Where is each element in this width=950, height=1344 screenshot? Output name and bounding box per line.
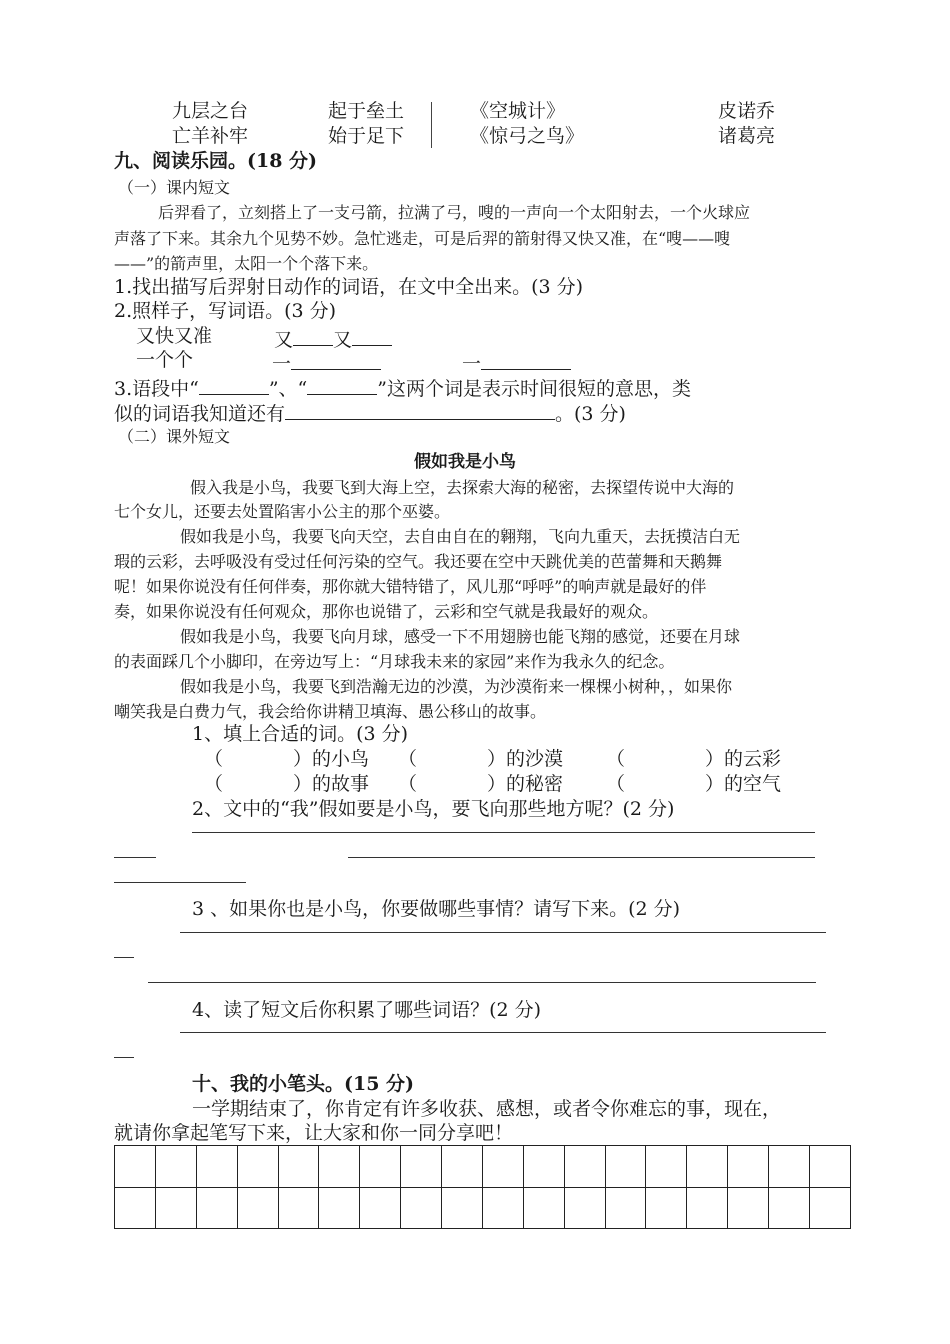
fill-item[interactable]: （ ）的空气 <box>606 773 782 795</box>
q2-yi: 一 <box>272 352 292 375</box>
part2-line: 奏，如果你说没有任何观众，那你也说错了，云彩和空气就是我最好的观众。 <box>114 602 659 621</box>
q2-example-1: 又快又准 <box>136 325 213 347</box>
q2-you-1: 又 <box>274 328 294 351</box>
grid-cell[interactable] <box>115 1187 156 1229</box>
part2-line: 的表面踩几个小脚印，在旁边写上：“月球我未来的家园”来作为我永久的纪念。 <box>114 652 675 671</box>
q3-text: 。(3 分) <box>555 402 626 425</box>
part2-line: 假如我是小鸟，我要飞向天空，去自由自在的翱翔，飞向九重天，去抚摸洁白无 <box>180 527 741 546</box>
grid-cell[interactable] <box>728 1146 769 1188</box>
q2-blank[interactable] <box>291 348 381 370</box>
grid-cell[interactable] <box>482 1187 523 1229</box>
grid-cell[interactable] <box>646 1187 687 1229</box>
fill-item[interactable]: （ ）的秘密 <box>398 773 564 795</box>
q2-yi: 一 <box>462 352 482 375</box>
part2-line: 七个女儿，还要去处置陷害小公主的那个巫婆。 <box>114 502 451 521</box>
part2-line: 假如我是小鸟，我要飞向月球，感受一下不用翅膀也能飞翔的感觉，还要在月球 <box>180 627 741 646</box>
grid-cell[interactable] <box>115 1146 156 1188</box>
answer-line[interactable] <box>180 1032 826 1033</box>
match-r1-a: 九层之台 <box>172 100 249 122</box>
grid-cell[interactable] <box>564 1187 605 1229</box>
grid-cell[interactable] <box>769 1187 810 1229</box>
grid-cell[interactable] <box>237 1187 278 1229</box>
part1-q1: 1.找出描写后羿射日动作的词语，在文中全出来。(3 分) <box>114 276 584 298</box>
q3-blank[interactable] <box>285 398 555 420</box>
grid-cell[interactable] <box>401 1187 442 1229</box>
q2-blank-row2a <box>272 348 381 376</box>
section10-prompt-line: 就请你拿起笔写下来，让大家和你一同分享吧！ <box>114 1122 514 1144</box>
grid-cell[interactable] <box>809 1146 850 1188</box>
answer-line[interactable] <box>348 857 815 858</box>
answer-line[interactable] <box>114 857 156 858</box>
part2-title: 假如我是小鸟 <box>414 452 516 472</box>
part2-line: 假入我是小鸟，我要飞到大海上空，去探索大海的秘密，去探望传说中大海的 <box>190 478 735 497</box>
q2-example-2: 一个个 <box>136 349 194 371</box>
part2-q2: 2、文中的“我”假如要是小鸟，要飞向那些地方呢？(2 分) <box>192 798 675 820</box>
part2-line: 嘲笑我是白费力气，我会给你讲精卫填海、愚公移山的故事。 <box>114 702 547 721</box>
part1-q3-line2 <box>114 398 626 426</box>
q2-blank[interactable] <box>481 348 571 370</box>
grid-cell[interactable] <box>155 1187 196 1229</box>
q2-blank[interactable] <box>293 324 333 346</box>
q3-text: 3.语段中“ <box>114 377 199 400</box>
grid-cell[interactable] <box>442 1187 483 1229</box>
fill-item[interactable]: （ ）的沙漠 <box>398 748 564 770</box>
grid-cell[interactable] <box>687 1187 728 1229</box>
q3-blank[interactable] <box>307 373 377 395</box>
grid-row <box>115 1146 851 1188</box>
section10-title: 十、我的小笔头。(15 分) <box>192 1073 415 1095</box>
grid-cell[interactable] <box>482 1146 523 1188</box>
answer-line[interactable] <box>148 982 816 983</box>
part2-q3: 3 、如果你也是小鸟，你要做哪些事情？请写下来。(2 分) <box>192 898 681 920</box>
match-divider <box>431 102 432 148</box>
grid-cell[interactable] <box>564 1146 605 1188</box>
grid-cell[interactable] <box>237 1146 278 1188</box>
grid-cell[interactable] <box>196 1146 237 1188</box>
grid-cell[interactable] <box>523 1187 564 1229</box>
grid-cell[interactable] <box>196 1187 237 1229</box>
q3-text: 似的词语我知道还有 <box>114 402 286 425</box>
match-r2-a: 亡羊补牢 <box>172 125 249 147</box>
q3-text: ”这两个词是表示时间很短的意思，类 <box>377 377 691 400</box>
grid-cell[interactable] <box>769 1146 810 1188</box>
part2-q1: 1、填上合适的词。(3 分) <box>192 723 409 745</box>
grid-cell[interactable] <box>278 1187 319 1229</box>
answer-line[interactable] <box>114 882 246 883</box>
grid-cell[interactable] <box>360 1146 401 1188</box>
grid-cell[interactable] <box>646 1146 687 1188</box>
part2-q4: 4、读了短文后你积累了哪些词语？(2 分) <box>192 999 542 1021</box>
section9-title: 九、阅读乐园。(18 分) <box>114 150 318 172</box>
match-r2-c: 《惊弓之鸟》 <box>470 125 585 147</box>
q2-blank-row2b <box>462 348 571 376</box>
part1-line: ——”的箭声里，太阳一个个落下来。 <box>114 254 379 273</box>
grid-cell[interactable] <box>278 1146 319 1188</box>
part2-heading: （二）课外短文 <box>118 427 231 446</box>
match-r1-c: 《空城计》 <box>470 100 566 122</box>
q2-blank[interactable] <box>352 324 392 346</box>
grid-cell[interactable] <box>360 1187 401 1229</box>
part1-q2: 2.照样子，写词语。(3 分) <box>114 300 337 322</box>
fill-item[interactable]: （ ）的小鸟 <box>204 748 370 770</box>
answer-line[interactable] <box>114 1057 134 1058</box>
grid-cell[interactable] <box>605 1187 646 1229</box>
part2-line: 呢！如果你说没有任何伴奏，那你就大错特错了，风儿那“呼呼”的响声就是最好的伴 <box>114 577 707 596</box>
part1-line: 后羿看了，立刻搭上了一支弓箭，拉满了弓，嗖的一声向一个太阳射去，一个火球应 <box>158 203 751 222</box>
match-r2-b: 始于足下 <box>328 125 405 147</box>
part1-line: 声落了下来。其余九个见势不妙。急忙逃走，可是后羿的箭射得又快又准，在“嗖——嗖 <box>114 229 731 248</box>
grid-cell[interactable] <box>728 1187 769 1229</box>
writing-grid[interactable] <box>114 1145 851 1229</box>
match-r1-b: 起于垒土 <box>328 100 405 122</box>
answer-line[interactable] <box>192 832 815 833</box>
grid-cell[interactable] <box>523 1146 564 1188</box>
part2-line: 瑕的云彩，去呼吸没有受过任何污染的空气。我还要在空中天跳优美的芭蕾舞和天鹅舞 <box>114 552 723 571</box>
q3-blank[interactable] <box>199 373 269 395</box>
part1-heading: （一）课内短文 <box>118 178 231 197</box>
grid-cell[interactable] <box>687 1146 728 1188</box>
answer-line[interactable] <box>114 957 134 958</box>
grid-cell[interactable] <box>442 1146 483 1188</box>
grid-cell[interactable] <box>155 1146 196 1188</box>
match-r2-d: 诸葛亮 <box>718 125 776 147</box>
grid-row <box>115 1187 851 1229</box>
fill-item[interactable]: （ ）的云彩 <box>606 748 782 770</box>
q2-you-2: 又 <box>333 328 353 351</box>
section10-prompt-line: 一学期结束了，你肯定有许多收获、感想，或者令你难忘的事，现在， <box>192 1098 782 1120</box>
q3-text: ”、“ <box>268 377 308 400</box>
grid-cell[interactable] <box>319 1146 360 1188</box>
part2-line: 假如我是小鸟，我要飞到浩瀚无边的沙漠，为沙漠衔来一棵棵小树种，，如果你 <box>180 677 733 696</box>
grid-cell[interactable] <box>319 1187 360 1229</box>
grid-cell[interactable] <box>401 1146 442 1188</box>
part1-q3-line1 <box>114 373 691 401</box>
grid-cell[interactable] <box>809 1187 850 1229</box>
match-r1-d: 皮诺乔 <box>718 100 776 122</box>
answer-line[interactable] <box>180 932 826 933</box>
fill-item[interactable]: （ ）的故事 <box>204 773 370 795</box>
grid-cell[interactable] <box>605 1146 646 1188</box>
